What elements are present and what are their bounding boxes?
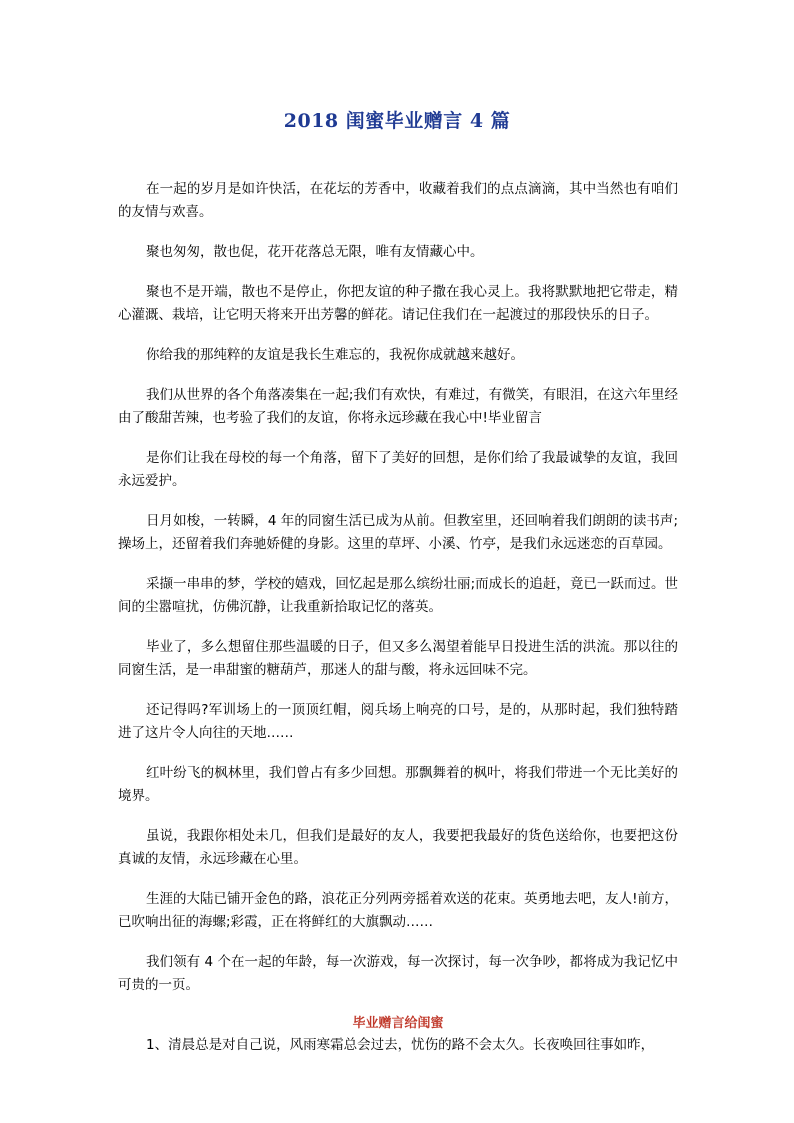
- section-subheading: 毕业赠言给闺蜜: [352, 1016, 444, 1031]
- paragraph-3: 聚也不是开端，散也不是停止，你把友谊的种子撒在我心灵上。我将默默地把它带走，精心灌溉、栽培，让它明天将来开出芳馨的鲜花。请记住我们在一起渡过的那段快乐的日子。: [118, 284, 678, 323]
- paragraph-8: 采撷一串串的梦，学校的嬉戏，回忆起是那么缤纷壮丽;而成长的追赶，竟已一跃而过。世间的尘嚣喧扰，仿佛沉静，让我重新拾取记忆的落英。: [118, 576, 678, 615]
- paragraph-6: 是你们让我在母校的每一个角落，留下了美好的回想，是你们给了我最诚挚的友谊，我回永远爱护。: [118, 450, 678, 489]
- paragraph-10: 还记得吗?军训场上的一顶顶红帽，阅兵场上响亮的口号，是的，从那时起，我们独特踏进了这片令人向往的天地……: [118, 702, 678, 741]
- paragraph-2: 聚也匆匆，散也促，花开花落总无限，唯有友情藏心中。: [146, 244, 484, 260]
- paragraph-13: 生涯的大陆已铺开金色的路，浪花正分列两旁摇着欢送的花束。英勇地去吧，友人!前方，已吹响出征的海螺;彩霞，正在将鲜红的大旗飘动……: [118, 891, 678, 930]
- paragraph-9: 毕业了，多么想留住那些温暖的日子，但又多么渴望着能早日投进生活的洪流。那以往的同窗生活，是一串甜蜜的糖葫芦，那迷人的甜与酸，将永远回味不完。: [118, 639, 678, 678]
- paragraph-14: 我们领有 4 个在一起的年龄，每一次游戏，每一次探讨，每一次争吵，都将成为我记忆中可贵的一页。: [118, 954, 678, 993]
- paragraph-5: 我们从世界的各个角落凑集在一起;我们有欢快，有难过，有微笑，有眼泪，在这六年里经由了酸甜苦辣，也考验了我们的友谊，你将永远珍藏在我心中!毕业留言: [118, 387, 678, 426]
- paragraph-12: 虽说，我跟你相处未几，但我们是最好的友人，我要把我最好的货色送给你，也要把这份真诚的友情，永远珍藏在心里。: [118, 828, 678, 867]
- paragraph-7: 日月如梭，一转瞬，4 年的同窗生活已成为从前。但教室里，还回响着我们朗朗的读书声;操场上，还留着我们奔驰娇健的身影。这里的草坪、小溪、竹亭，是我们永远迷恋的百草园。: [118, 513, 678, 552]
- paragraph-11: 红叶纷飞的枫林里，我们曾占有多少回想。那飘舞着的枫叶，将我们带进一个无比美好的境界。: [118, 765, 678, 804]
- paragraph-1: 在一起的岁月是如许快活，在花坛的芳香中，收藏着我们的点点滴滴，其中当然也有咱们的友情与欢喜。: [118, 181, 678, 220]
- document-body: [118, 178, 678, 1057]
- list-item-1: 1、清晨总是对自己说，风雨寒霜总会过去，忧伤的路不会太久。长夜唤回往事如昨，: [146, 1037, 655, 1053]
- paragraph-4: 你给我的那纯粹的友谊是我长生难忘的，我祝你成就越来越好。: [146, 347, 524, 363]
- document-title: 2018 闺蜜毕业赠言 4 篇: [283, 110, 511, 132]
